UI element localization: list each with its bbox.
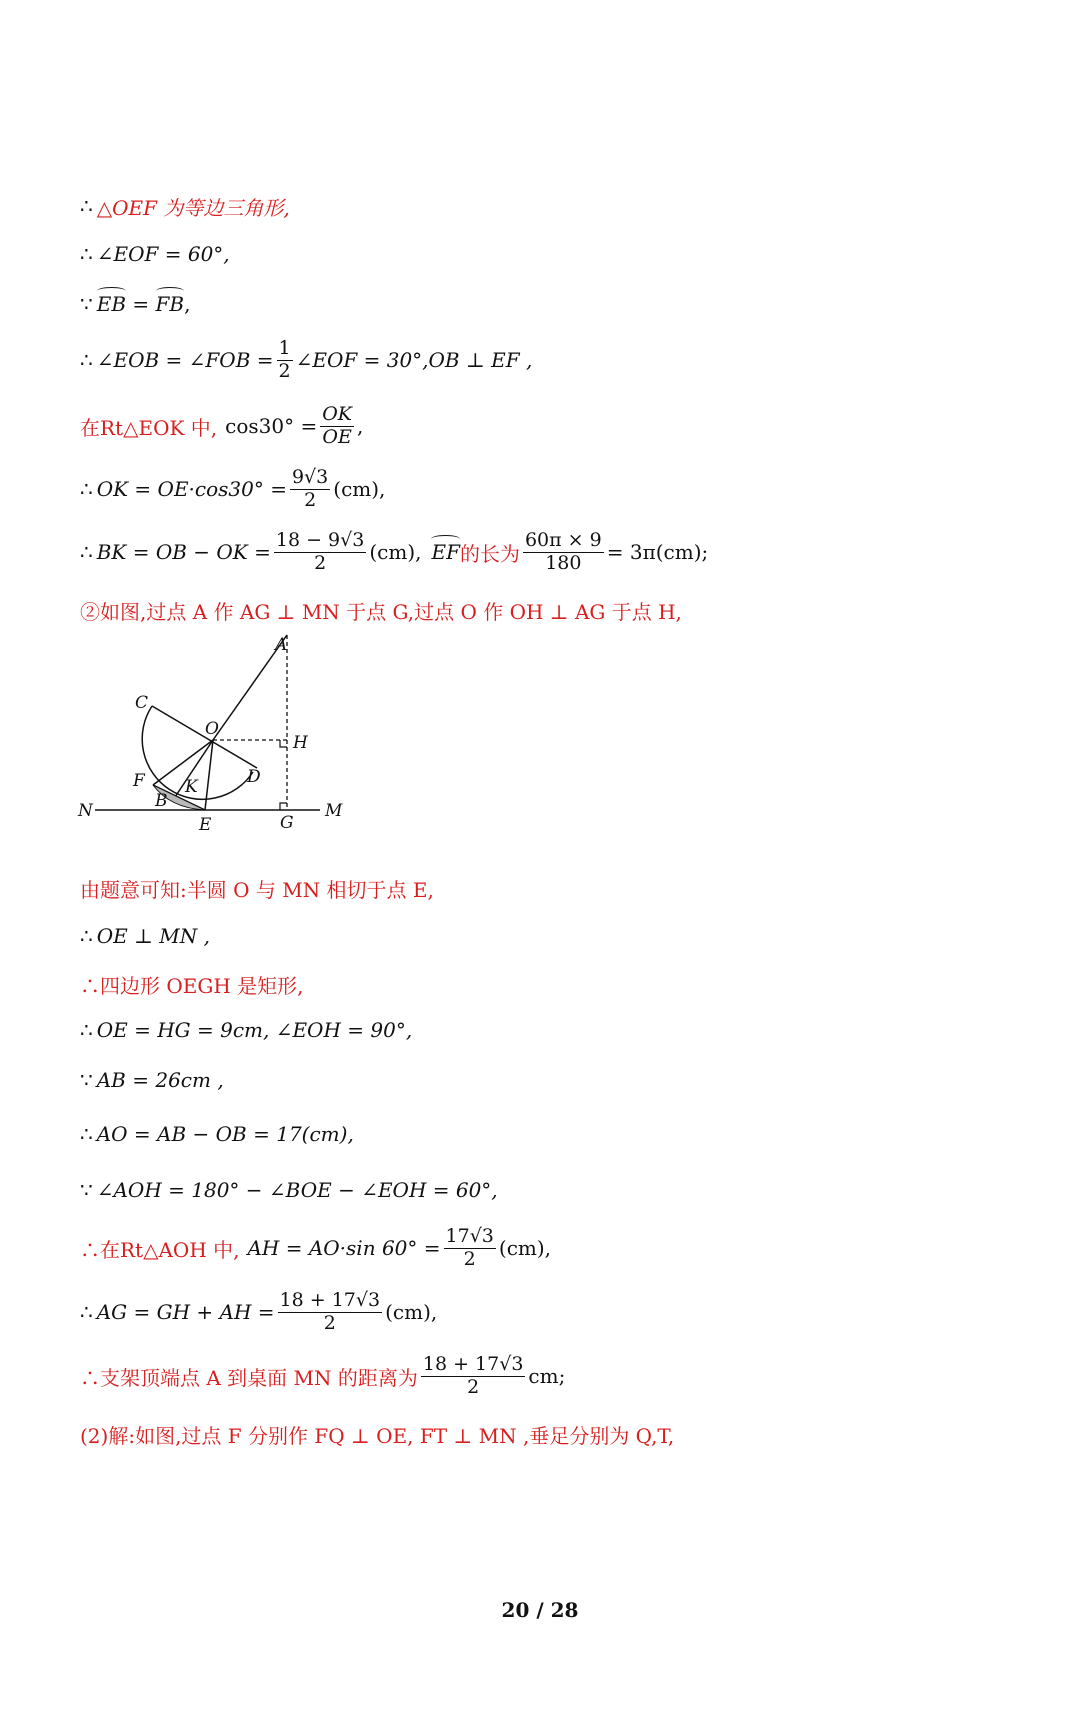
label-a: A	[275, 635, 288, 655]
fraction-denominator: 2	[467, 1375, 480, 1398]
fraction-denominator: OE	[322, 425, 352, 448]
line-text-tail: ∠EOF = 30°,OB ⊥ EF ,	[295, 348, 533, 372]
fraction-arc	[523, 530, 604, 575]
line-text: OE = HG = 9cm, ∠EOH = 90°,	[96, 1018, 413, 1042]
fraction-numerator: 17√3	[445, 1224, 494, 1247]
because-symbol: ∵	[80, 1178, 93, 1202]
fraction-numerator: OK	[322, 402, 352, 425]
proof-line-3	[80, 274, 190, 334]
line-text: ∠AOH = 180° − ∠BOE − ∠EOH = 60°,	[96, 1178, 498, 1202]
fraction-denominator: 2	[314, 551, 327, 574]
proof-line-4	[80, 330, 532, 390]
label-b: B	[155, 791, 168, 811]
therefore-symbol: ∴	[80, 1018, 93, 1042]
line-text: (2)解:如图,过点 F 分别作 FQ ⊥ OE, FT ⊥ MN ,垂足分别为 Q,T,	[80, 1423, 675, 1448]
equals: =	[126, 292, 156, 316]
proof-line-19	[80, 1404, 674, 1464]
line-text: OE ⊥ MN ,	[96, 924, 210, 948]
page-number: 20 / 28	[501, 1598, 579, 1622]
label-f: F	[133, 771, 145, 791]
label-e: E	[199, 815, 212, 835]
label-d: D	[247, 767, 261, 787]
therefore-symbol: ∴	[80, 194, 93, 218]
line-text: △OEF 为等边三角形,	[96, 195, 290, 220]
line-text: ∠EOF = 60°,	[96, 242, 230, 266]
right-angle-g	[280, 803, 287, 810]
therefore-symbol: ∴	[80, 540, 93, 564]
arc-fb: FB	[155, 292, 185, 316]
proof-line-7	[80, 522, 708, 582]
radius-of	[153, 740, 213, 785]
unit: (cm),	[385, 1300, 438, 1324]
therefore-symbol: ∴	[80, 1300, 93, 1324]
therefore-symbol: ∴	[80, 924, 93, 948]
comma: ,	[184, 292, 191, 316]
right-angle-h	[280, 740, 287, 747]
label-m: M	[325, 801, 343, 821]
fraction-denominator: 2	[323, 1311, 336, 1334]
fraction-numerator: 9√3	[291, 465, 329, 488]
line-text: AB = 26cm ,	[96, 1068, 224, 1092]
fraction	[320, 404, 354, 449]
unit: (cm),	[498, 1236, 552, 1260]
line-text: ∠EOB = ∠FOB =	[96, 348, 274, 372]
therefore-symbol: ∴	[80, 242, 93, 266]
fraction	[421, 1354, 526, 1399]
because-symbol: ∵	[80, 1068, 93, 1092]
arc-ef: EF	[431, 540, 460, 564]
fraction	[444, 1226, 496, 1271]
proof-line-13	[80, 1050, 224, 1110]
label-n: N	[78, 801, 93, 821]
proof-line-5	[80, 396, 363, 456]
result: = 3π(cm);	[606, 540, 709, 564]
fraction-numerator: 18 + 17√3	[279, 1288, 381, 1311]
line-text-expr: AH = AO·sin 60° =	[247, 1236, 441, 1260]
fraction	[274, 530, 366, 575]
fraction-denominator: 180	[545, 551, 582, 574]
proof-line-15	[80, 1160, 498, 1220]
label-k: K	[185, 777, 198, 797]
line-text: AG = GH + AH =	[96, 1300, 275, 1324]
unit: (cm),	[369, 540, 422, 564]
proof-line-16	[80, 1218, 551, 1278]
label-g: G	[280, 813, 294, 833]
fraction-denominator: 2	[304, 488, 317, 511]
line-text: ∴四边形 OEGH 是矩形,	[80, 973, 304, 998]
unit: (cm),	[333, 477, 386, 501]
line-text: 由题意可知:半圆 O 与 MN 相切于点 E,	[80, 877, 434, 902]
label-c: C	[135, 693, 149, 713]
fraction-denominator: 2	[278, 359, 291, 382]
fraction	[290, 467, 330, 512]
fraction	[278, 1290, 383, 1335]
line-text: ∴支架顶端点 A 到桌面 MN 的距离为	[80, 1365, 418, 1390]
line-text: BK = OB − OK =	[96, 540, 271, 564]
line-text: ∴在Rt△AOH 中,	[80, 1237, 240, 1262]
arc-eb: EB	[96, 292, 127, 316]
therefore-symbol: ∴	[80, 1122, 93, 1146]
line-text: ②如图,过点 A 作 AG ⊥ MN 于点 G,过点 O 作 OH ⊥ AG 于点 H,	[80, 599, 682, 624]
fraction-denominator: 2	[463, 1247, 476, 1270]
fraction-numerator: 60π × 9	[524, 528, 602, 551]
therefore-symbol: ∴	[80, 477, 93, 501]
cos-expression: cos30° =	[225, 414, 318, 438]
fraction-numerator: 18 − 9√3	[275, 528, 365, 551]
line-text: 在Rt△EOK 中,	[80, 415, 218, 440]
therefore-symbol: ∴	[80, 348, 93, 372]
line-text: OK = OE·cos30° =	[96, 477, 287, 501]
comma: ,	[357, 414, 364, 438]
proof-line-6	[80, 459, 385, 519]
proof-line-17	[80, 1282, 437, 1342]
fraction-numerator: 1	[278, 336, 291, 359]
label-h: H	[293, 733, 308, 753]
line-text: AO = AB − OB = 17(cm),	[96, 1122, 354, 1146]
proof-line-18	[80, 1346, 565, 1406]
geometry-figure	[75, 630, 365, 840]
proof-line-14	[80, 1104, 354, 1164]
because-symbol: ∵	[80, 292, 93, 316]
label-o: O	[205, 719, 219, 739]
fraction	[277, 338, 293, 383]
arc-length-label: 的长为	[459, 541, 520, 566]
unit: cm;	[528, 1364, 566, 1388]
fraction-numerator: 18 + 17√3	[422, 1352, 524, 1375]
